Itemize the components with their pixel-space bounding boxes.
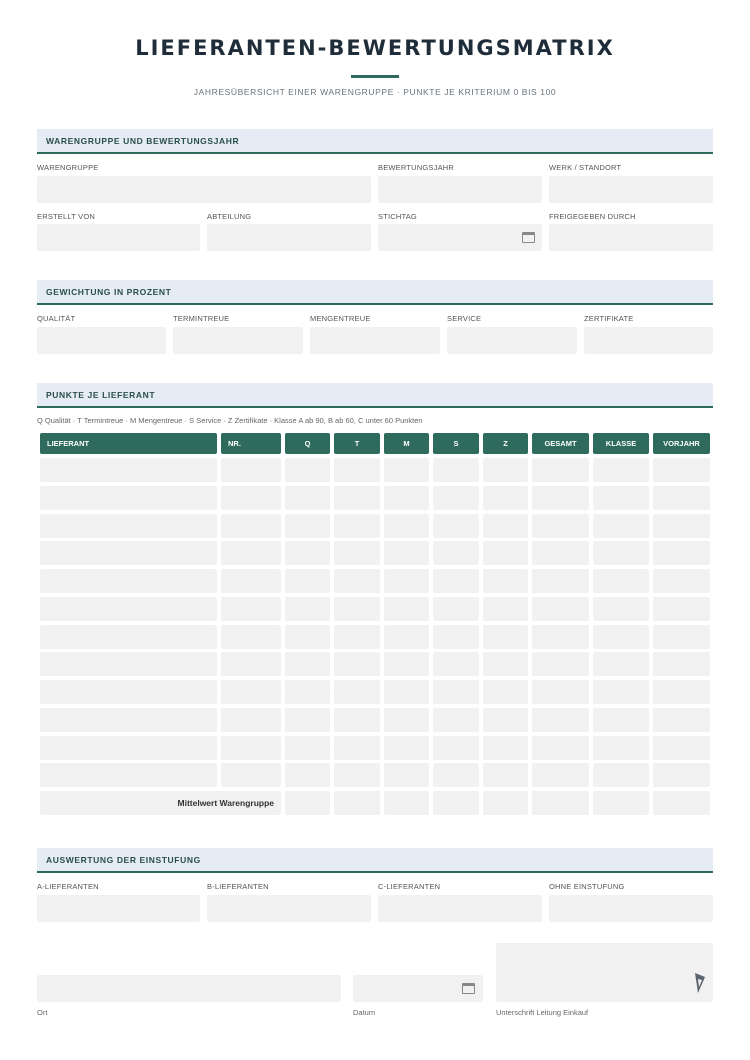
mean-cell-s[interactable] bbox=[433, 791, 479, 815]
cell-m[interactable] bbox=[384, 514, 429, 538]
title-underline bbox=[351, 75, 399, 78]
cell-q[interactable] bbox=[285, 652, 330, 676]
col-header-s: S bbox=[433, 433, 479, 454]
cell-z[interactable] bbox=[483, 486, 528, 510]
cell-t[interactable] bbox=[334, 763, 380, 787]
c-lieferanten-label: C-LIEFERANTEN bbox=[378, 882, 441, 891]
cell-klasse[interactable] bbox=[593, 458, 649, 482]
col-header-z: Z bbox=[483, 433, 528, 454]
cell-z[interactable] bbox=[483, 458, 528, 482]
cell-nr[interactable] bbox=[221, 514, 281, 538]
cell-m[interactable] bbox=[384, 486, 429, 510]
cell-s[interactable] bbox=[433, 625, 479, 649]
ohne-einstufung-field[interactable] bbox=[549, 895, 713, 922]
section-heading-punkte: PUNKTE JE LIEFERANT bbox=[37, 383, 713, 408]
erstellt-von-label: ERSTELLT VON bbox=[37, 212, 95, 221]
cell-z[interactable] bbox=[483, 625, 528, 649]
cell-gesamt[interactable] bbox=[532, 680, 589, 704]
cell-m[interactable] bbox=[384, 569, 429, 593]
cell-nr[interactable] bbox=[221, 625, 281, 649]
cell-t[interactable] bbox=[334, 597, 380, 621]
cell-nr[interactable] bbox=[221, 736, 281, 760]
cell-klasse[interactable] bbox=[593, 763, 649, 787]
gewichtung-qualitaet-label: QUALITÄT bbox=[37, 314, 76, 323]
cell-m[interactable] bbox=[384, 652, 429, 676]
cell-s[interactable] bbox=[433, 680, 479, 704]
cell-s[interactable] bbox=[433, 541, 479, 565]
cell-t[interactable] bbox=[334, 458, 380, 482]
cell-vorjahr[interactable] bbox=[653, 708, 710, 732]
cell-m[interactable] bbox=[384, 708, 429, 732]
cell-lieferant[interactable] bbox=[40, 569, 217, 593]
mean-cell-m[interactable] bbox=[384, 791, 429, 815]
c-lieferanten-field[interactable] bbox=[378, 895, 542, 922]
freigegeben-durch-label: FREIGEGEBEN DURCH bbox=[549, 212, 636, 221]
cell-gesamt[interactable] bbox=[532, 514, 589, 538]
cell-z[interactable] bbox=[483, 763, 528, 787]
a-lieferanten-label: A-LIEFERANTEN bbox=[37, 882, 99, 891]
cell-s[interactable] bbox=[433, 652, 479, 676]
gewichtung-zertifikate-label: ZERTIFIKATE bbox=[584, 314, 634, 323]
cell-vorjahr[interactable] bbox=[653, 680, 710, 704]
cell-vorjahr[interactable] bbox=[653, 625, 710, 649]
cell-z[interactable] bbox=[483, 652, 528, 676]
abteilung-label: ABTEILUNG bbox=[207, 212, 252, 221]
calendar-icon[interactable] bbox=[462, 983, 475, 994]
col-header-nr: NR. bbox=[221, 433, 281, 454]
cell-klasse[interactable] bbox=[593, 486, 649, 510]
unterschrift-label: Unterschrift Leitung Einkauf bbox=[496, 1008, 589, 1017]
bewertungsjahr-label: BEWERTUNGSJAHR bbox=[378, 163, 455, 172]
cell-t[interactable] bbox=[334, 625, 380, 649]
col-header-q: Q bbox=[285, 433, 330, 454]
cell-gesamt[interactable] bbox=[532, 597, 589, 621]
cell-q[interactable] bbox=[285, 763, 330, 787]
cell-klasse[interactable] bbox=[593, 708, 649, 732]
warengruppe-field[interactable] bbox=[37, 176, 371, 203]
cell-lieferant[interactable] bbox=[40, 708, 217, 732]
cell-lieferant[interactable] bbox=[40, 680, 217, 704]
calendar-icon[interactable] bbox=[522, 232, 535, 243]
cell-z[interactable] bbox=[483, 736, 528, 760]
gewichtung-service-label: SERVICE bbox=[447, 314, 482, 323]
cell-nr[interactable] bbox=[221, 597, 281, 621]
mean-cell-gesamt[interactable] bbox=[532, 791, 589, 815]
gewichtung-mengentreue-label: MENGENTREUE bbox=[310, 314, 371, 323]
col-header-m: M bbox=[384, 433, 429, 454]
cell-gesamt[interactable] bbox=[532, 763, 589, 787]
b-lieferanten-field[interactable] bbox=[207, 895, 371, 922]
cell-klasse[interactable] bbox=[593, 652, 649, 676]
cell-s[interactable] bbox=[433, 486, 479, 510]
cell-klasse[interactable] bbox=[593, 514, 649, 538]
cell-m[interactable] bbox=[384, 541, 429, 565]
cell-q[interactable] bbox=[285, 458, 330, 482]
cell-klasse[interactable] bbox=[593, 625, 649, 649]
cell-lieferant[interactable] bbox=[40, 458, 217, 482]
cell-m[interactable] bbox=[384, 680, 429, 704]
gewichtung-zertifikate-field[interactable] bbox=[584, 327, 713, 354]
cell-vorjahr[interactable] bbox=[653, 569, 710, 593]
cell-s[interactable] bbox=[433, 458, 479, 482]
cell-vorjahr[interactable] bbox=[653, 514, 710, 538]
ort-field[interactable] bbox=[37, 975, 341, 1002]
cell-s[interactable] bbox=[433, 597, 479, 621]
cell-vorjahr[interactable] bbox=[653, 486, 710, 510]
cell-t[interactable] bbox=[334, 680, 380, 704]
gewichtung-qualitaet-field[interactable] bbox=[37, 327, 166, 354]
cell-t[interactable] bbox=[334, 736, 380, 760]
b-lieferanten-label: B-LIEFERANTEN bbox=[207, 882, 269, 891]
ort-label: Ort bbox=[37, 1008, 48, 1017]
gewichtung-service-field[interactable] bbox=[447, 327, 577, 354]
cell-q[interactable] bbox=[285, 736, 330, 760]
warengruppe-label: WARENGRUPPE bbox=[37, 163, 99, 172]
cell-t[interactable] bbox=[334, 514, 380, 538]
cell-gesamt[interactable] bbox=[532, 652, 589, 676]
cell-m[interactable] bbox=[384, 736, 429, 760]
cell-nr[interactable] bbox=[221, 569, 281, 593]
cell-s[interactable] bbox=[433, 708, 479, 732]
section-heading-gewichtung: GEWICHTUNG IN PROZENT bbox=[37, 280, 713, 305]
ohne-einstufung-label: OHNE EINSTUFUNG bbox=[549, 882, 625, 891]
section-heading-auswertung: AUSWERTUNG DER EINSTUFUNG bbox=[37, 848, 713, 873]
cell-gesamt[interactable] bbox=[532, 486, 589, 510]
gewichtung-termintreue-label: TERMINTREUE bbox=[173, 314, 230, 323]
cell-vorjahr[interactable] bbox=[653, 458, 710, 482]
col-header-gesamt: GESAMT bbox=[532, 433, 589, 454]
cell-vorjahr[interactable] bbox=[653, 541, 710, 565]
cell-t[interactable] bbox=[334, 569, 380, 593]
col-header-klasse: KLASSE bbox=[593, 433, 649, 454]
cell-z[interactable] bbox=[483, 541, 528, 565]
col-header-lieferant: LIEFERANT bbox=[40, 433, 217, 454]
cell-nr[interactable] bbox=[221, 486, 281, 510]
page-title: LIEFERANTEN-BEWERTUNGSMATRIX bbox=[135, 36, 615, 60]
cell-t[interactable] bbox=[334, 708, 380, 732]
mean-cell-q[interactable] bbox=[285, 791, 330, 815]
cell-q[interactable] bbox=[285, 708, 330, 732]
cell-vorjahr[interactable] bbox=[653, 736, 710, 760]
werk-standort-label: WERK / STANDORT bbox=[549, 163, 622, 172]
cell-s[interactable] bbox=[433, 514, 479, 538]
cell-gesamt[interactable] bbox=[532, 625, 589, 649]
mean-cell-klasse[interactable] bbox=[593, 791, 649, 815]
cell-m[interactable] bbox=[384, 458, 429, 482]
abbreviation-legend: Q Qualität · T Termintreue · M Mengentreue · S Service · Z Zertifikate · Klasse A ab 90, B ab 60, C unter 60 Punkten bbox=[37, 416, 423, 425]
cell-s[interactable] bbox=[433, 569, 479, 593]
mean-cell-vorjahr[interactable] bbox=[653, 791, 710, 815]
cell-s[interactable] bbox=[433, 736, 479, 760]
erstellt-von-field[interactable] bbox=[37, 224, 200, 251]
cell-m[interactable] bbox=[384, 625, 429, 649]
cell-q[interactable] bbox=[285, 486, 330, 510]
cell-gesamt[interactable] bbox=[532, 458, 589, 482]
bewertungsjahr-field[interactable] bbox=[378, 176, 542, 203]
cell-nr[interactable] bbox=[221, 458, 281, 482]
cell-t[interactable] bbox=[334, 486, 380, 510]
cell-gesamt[interactable] bbox=[532, 569, 589, 593]
datum-label: Datum bbox=[353, 1008, 376, 1017]
cell-klasse[interactable] bbox=[593, 541, 649, 565]
cell-q[interactable] bbox=[285, 541, 330, 565]
cell-q[interactable] bbox=[285, 569, 330, 593]
cell-nr[interactable] bbox=[221, 708, 281, 732]
cell-lieferant[interactable] bbox=[40, 763, 217, 787]
gewichtung-termintreue-field[interactable] bbox=[173, 327, 303, 354]
cell-q[interactable] bbox=[285, 680, 330, 704]
cell-lieferant[interactable] bbox=[40, 541, 217, 565]
cell-vorjahr[interactable] bbox=[653, 763, 710, 787]
cell-lieferant[interactable] bbox=[40, 736, 217, 760]
cell-m[interactable] bbox=[384, 597, 429, 621]
cell-z[interactable] bbox=[483, 597, 528, 621]
cell-klasse[interactable] bbox=[593, 680, 649, 704]
cell-nr[interactable] bbox=[221, 652, 281, 676]
cell-nr[interactable] bbox=[221, 680, 281, 704]
col-header-vorjahr: VORJAHR bbox=[653, 433, 710, 454]
mean-row-label: Mittelwert Warengruppe bbox=[40, 791, 281, 815]
cell-lieferant[interactable] bbox=[40, 486, 217, 510]
cell-q[interactable] bbox=[285, 514, 330, 538]
section-heading-warengruppe: WARENGRUPPE UND BEWERTUNGSJAHR bbox=[37, 129, 713, 154]
cell-z[interactable] bbox=[483, 680, 528, 704]
werk-standort-field[interactable] bbox=[549, 176, 713, 203]
mean-cell-z[interactable] bbox=[483, 791, 528, 815]
abteilung-field[interactable] bbox=[207, 224, 371, 251]
cell-z[interactable] bbox=[483, 708, 528, 732]
cell-vorjahr[interactable] bbox=[653, 652, 710, 676]
page-subtitle: JAHRESÜBERSICHT EINER WARENGRUPPE · PUNKTE JE KRITERIUM 0 BIS 100 bbox=[193, 87, 557, 97]
mean-cell-t[interactable] bbox=[334, 791, 380, 815]
cell-vorjahr[interactable] bbox=[653, 597, 710, 621]
cell-gesamt[interactable] bbox=[532, 541, 589, 565]
cell-klasse[interactable] bbox=[593, 597, 649, 621]
cell-m[interactable] bbox=[384, 763, 429, 787]
cell-t[interactable] bbox=[334, 541, 380, 565]
cell-nr[interactable] bbox=[221, 541, 281, 565]
signature-field[interactable] bbox=[496, 943, 713, 1002]
cell-klasse[interactable] bbox=[593, 569, 649, 593]
cell-klasse[interactable] bbox=[593, 736, 649, 760]
cell-lieferant[interactable] bbox=[40, 652, 217, 676]
stichtag-label: STICHTAG bbox=[378, 212, 417, 221]
gewichtung-mengentreue-field[interactable] bbox=[310, 327, 440, 354]
cell-lieferant[interactable] bbox=[40, 597, 217, 621]
col-header-t: T bbox=[334, 433, 380, 454]
cell-z[interactable] bbox=[483, 569, 528, 593]
stichtag-field[interactable] bbox=[378, 224, 542, 251]
a-lieferanten-field[interactable] bbox=[37, 895, 200, 922]
cell-z[interactable] bbox=[483, 514, 528, 538]
cell-lieferant[interactable] bbox=[40, 625, 217, 649]
cell-nr[interactable] bbox=[221, 763, 281, 787]
cell-q[interactable] bbox=[285, 597, 330, 621]
pen-nib-icon bbox=[692, 971, 708, 995]
cell-gesamt[interactable] bbox=[532, 708, 589, 732]
cell-gesamt[interactable] bbox=[532, 736, 589, 760]
cell-q[interactable] bbox=[285, 625, 330, 649]
cell-lieferant[interactable] bbox=[40, 514, 217, 538]
cell-s[interactable] bbox=[433, 763, 479, 787]
freigegeben-durch-field[interactable] bbox=[549, 224, 713, 251]
cell-t[interactable] bbox=[334, 652, 380, 676]
